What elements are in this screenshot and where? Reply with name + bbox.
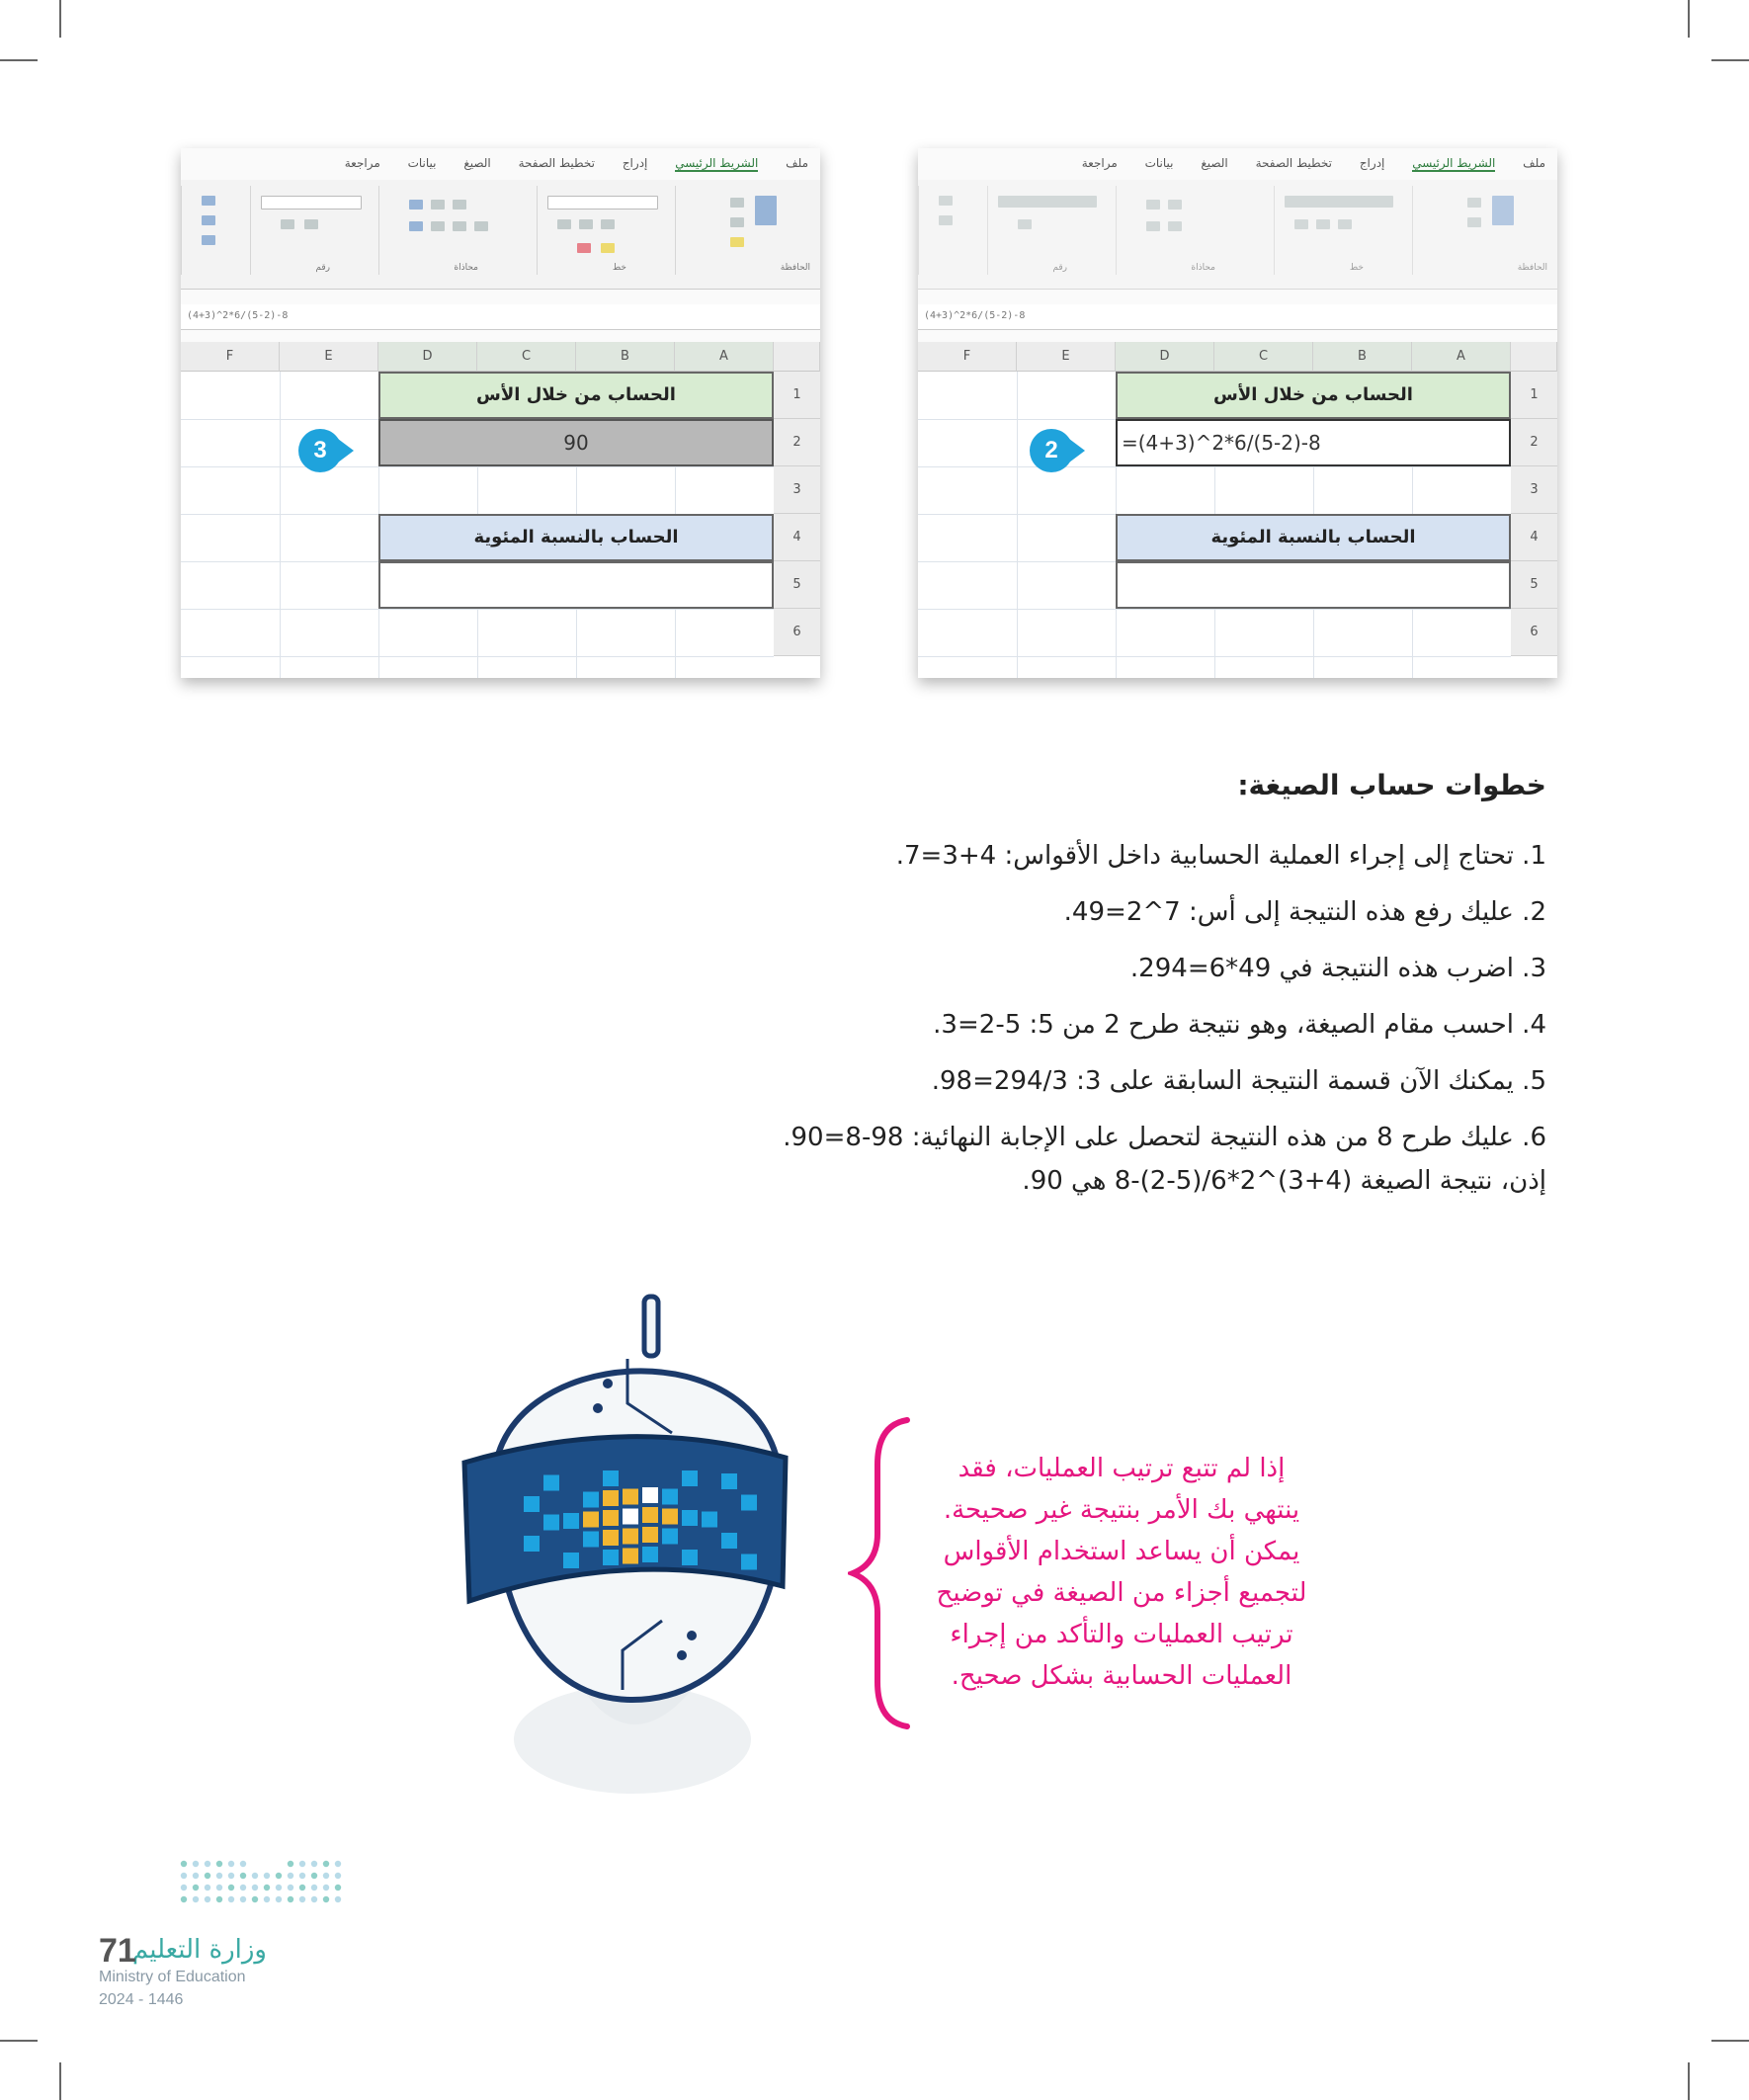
alignment-group — [1116, 186, 1275, 275]
logo-dot — [288, 1885, 293, 1890]
logo-dot — [193, 1873, 199, 1879]
robot-rivet — [677, 1650, 687, 1660]
format-painter-icon[interactable] — [730, 237, 744, 247]
group-label: خط — [1349, 263, 1364, 273]
logo-dot — [276, 1885, 282, 1890]
format-table-icon[interactable] — [202, 215, 215, 225]
formula-edit-cell[interactable]: =(4+3)^2*6/(5-2)-8 — [1116, 419, 1511, 466]
logo-dot — [323, 1885, 329, 1890]
result-cell[interactable]: 90 — [378, 419, 774, 466]
logo-dot — [228, 1896, 234, 1902]
clipboard-group — [675, 186, 814, 275]
row-header-1[interactable]: 1 — [1511, 372, 1557, 419]
styles-group — [181, 186, 251, 275]
align-bottom-icon[interactable] — [453, 200, 466, 210]
logo-dot — [311, 1896, 317, 1902]
robot-illustration — [435, 1285, 830, 1838]
crop-mark — [1711, 2040, 1749, 2042]
menu-formulas[interactable]: الصيغ — [1201, 156, 1228, 170]
grid-line — [1017, 372, 1018, 678]
logo-dot — [228, 1885, 234, 1890]
styles-group — [918, 186, 988, 275]
menu-insert[interactable]: إدراج — [622, 156, 648, 170]
formula-bar[interactable]: (4+3)^2*6/(5-2)-8 — [918, 304, 1557, 330]
menu-page-layout[interactable]: تخطيط الصفحة — [1255, 156, 1332, 170]
ribbon-menu — [918, 156, 1557, 178]
number-group — [987, 186, 1117, 275]
row-header-3[interactable]: 3 — [774, 466, 820, 514]
exponent-header-cell[interactable]: الحساب من خلال الأس — [1116, 372, 1511, 419]
logo-dot — [181, 1896, 187, 1902]
column-header-e[interactable]: E — [280, 342, 378, 372]
excel-screenshot-result — [181, 148, 820, 678]
logo-dot — [335, 1896, 341, 1902]
page-number: 71 — [99, 1932, 136, 1970]
row-header-4[interactable]: 4 — [1511, 514, 1557, 561]
column-header-a[interactable]: A — [1412, 342, 1511, 372]
logo-dot — [252, 1873, 258, 1879]
menu-data[interactable]: بيانات — [1144, 156, 1174, 170]
logo-dot — [216, 1885, 222, 1890]
align-top-icon[interactable] — [1146, 200, 1160, 210]
logo-dot — [228, 1873, 234, 1879]
logo-dot — [193, 1896, 199, 1902]
column-header-a[interactable]: A — [675, 342, 774, 372]
group-label: الحافظة — [1517, 263, 1547, 273]
bracket-line — [853, 1420, 907, 1726]
visor-pixel — [642, 1507, 658, 1523]
menu-review[interactable]: مراجعة — [1081, 156, 1118, 170]
bold-icon[interactable] — [1294, 219, 1308, 229]
row-header-6[interactable]: 6 — [774, 609, 820, 656]
menu-home[interactable]: الشريط الرئيسي — [675, 156, 759, 170]
cell-styles-icon[interactable] — [202, 235, 215, 245]
number-format-select[interactable] — [261, 196, 362, 210]
step-item-3: 3. اضرب هذه النتيجة في 49*6=294. — [1129, 954, 1546, 983]
clipboard-group — [1412, 186, 1551, 275]
merge-icon[interactable] — [1146, 221, 1160, 231]
visor-pixel — [563, 1513, 579, 1529]
underline-icon[interactable] — [1338, 219, 1352, 229]
align-top-icon[interactable] — [409, 200, 423, 210]
menu-data[interactable]: بيانات — [407, 156, 437, 170]
visor-pixel — [623, 1549, 638, 1564]
logo-dot — [240, 1896, 246, 1902]
logo-dot — [299, 1896, 305, 1902]
align-right-icon[interactable] — [474, 221, 488, 231]
sheet-grid — [918, 342, 1557, 678]
font-group — [537, 186, 676, 275]
step-marker-3: 3 — [298, 429, 342, 472]
align-center-icon[interactable] — [453, 221, 466, 231]
font-name-select[interactable] — [1285, 196, 1393, 208]
visor-pixel — [623, 1509, 638, 1525]
formula-bar[interactable]: (4+3)^2*6/(5-2)-8 — [181, 304, 820, 330]
logo-dot — [323, 1861, 329, 1867]
exponent-header-cell[interactable]: الحساب من خلال الأس — [378, 372, 774, 419]
step-item-5: 5. يمكنك الآن قسمة النتيجة السابقة على 3: 294/3=98. — [931, 1066, 1546, 1096]
group-label: محاذاة — [454, 263, 478, 273]
visor-pixel — [662, 1509, 678, 1525]
logo-dot — [193, 1885, 199, 1890]
column-header-d[interactable]: D — [378, 342, 477, 372]
logo-dot — [311, 1861, 317, 1867]
select-all-corner[interactable] — [774, 342, 820, 372]
visor-pixel — [603, 1550, 619, 1565]
visor-pixel — [583, 1512, 599, 1528]
visor-pixel — [642, 1487, 658, 1503]
crop-mark — [59, 2062, 61, 2100]
logo-dot — [252, 1885, 258, 1890]
column-header-c[interactable]: C — [477, 342, 576, 372]
crop-mark — [0, 2040, 38, 2042]
menu-insert[interactable]: إدراج — [1359, 156, 1385, 170]
group-label: رقم — [315, 263, 330, 273]
menu-file[interactable]: ملف — [786, 156, 808, 170]
logo-dot — [323, 1896, 329, 1902]
logo-dot — [181, 1873, 187, 1879]
crop-mark — [59, 0, 61, 38]
steps-list — [783, 828, 1546, 1166]
visor-pixel — [741, 1495, 757, 1511]
logo-dot — [299, 1873, 305, 1879]
italic-icon[interactable] — [579, 219, 593, 229]
logo-dot — [311, 1873, 317, 1879]
visor-pixel — [603, 1510, 619, 1526]
visor-pixel — [603, 1530, 619, 1546]
align-left-icon[interactable] — [431, 221, 445, 231]
alignment-group — [378, 186, 538, 275]
column-header-d[interactable]: D — [1116, 342, 1214, 372]
percentage-input-cell[interactable] — [378, 561, 774, 609]
conclusion-text: إذن، نتيجة الصيغة (4+3)^2*6/(5-2)-8 هي 90. — [1022, 1166, 1546, 1196]
robot-antenna — [644, 1297, 658, 1356]
menu-page-layout[interactable]: تخطيط الصفحة — [518, 156, 595, 170]
format-table-icon[interactable] — [939, 215, 953, 225]
font-name-select[interactable] — [547, 196, 658, 210]
visor-pixel — [682, 1510, 698, 1526]
logo-dot — [264, 1896, 270, 1902]
row-header-2[interactable]: 2 — [1511, 419, 1557, 466]
group-label: رقم — [1052, 263, 1067, 273]
ministry-name-arabic: وزارة التعليم — [131, 1935, 267, 1965]
logo-dot — [216, 1861, 222, 1867]
menu-review[interactable]: مراجعة — [344, 156, 380, 170]
logo-dot — [216, 1873, 222, 1879]
robot-rivet — [593, 1403, 603, 1413]
underline-icon[interactable] — [601, 219, 615, 229]
menu-formulas[interactable]: الصيغ — [463, 156, 491, 170]
visor-pixel — [642, 1547, 658, 1562]
visor-pixel — [583, 1492, 599, 1508]
step-item-4: 4. احسب مقام الصيغة، وهو نتيجة طرح 2 من 5: 5-2=3. — [933, 1010, 1546, 1040]
visor-pixel — [543, 1515, 559, 1531]
ribbon — [181, 180, 820, 290]
group-label: خط — [612, 263, 626, 273]
visor-pixel — [642, 1527, 658, 1543]
step-item-6: 6. عليك طرح 8 من هذه النتيجة لتحصل على الإجابة النهائية: 98-8=90. — [783, 1123, 1546, 1152]
bold-icon[interactable] — [557, 219, 571, 229]
steps-heading: خطوات حساب الصيغة: — [1237, 769, 1546, 801]
group-label: محاذاة — [1191, 263, 1215, 273]
visor-pixel — [702, 1512, 717, 1528]
logo-dot — [240, 1861, 246, 1867]
visor-pixel — [603, 1470, 619, 1486]
align-middle-icon[interactable] — [431, 200, 445, 210]
logo-dot — [205, 1885, 210, 1890]
logo-dot — [288, 1873, 293, 1879]
visor-pixel — [524, 1536, 540, 1552]
column-header-e[interactable]: E — [1017, 342, 1116, 372]
callout-line-4: لتجميع أجزاء من الصيغة في توضيح — [936, 1578, 1307, 1608]
logo-dot — [205, 1896, 210, 1902]
ribbon — [918, 180, 1557, 290]
visor-pixel — [623, 1529, 638, 1545]
row-header-2[interactable]: 2 — [774, 419, 820, 466]
percentage-header-cell[interactable]: الحساب بالنسبة المئوية — [1116, 514, 1511, 561]
paste-icon[interactable] — [1492, 196, 1514, 225]
visor-pixel — [682, 1550, 698, 1565]
align-left-icon[interactable] — [1168, 221, 1182, 231]
number-group — [250, 186, 379, 275]
logo-dot — [288, 1896, 293, 1902]
percentage-header-cell[interactable]: الحساب بالنسبة المئوية — [378, 514, 774, 561]
ribbon-menu — [181, 156, 820, 178]
logo-dot — [205, 1873, 210, 1879]
logo-dot — [181, 1861, 187, 1867]
robot-rivet — [687, 1631, 697, 1640]
logo-dot — [335, 1873, 341, 1879]
visor-pixel — [623, 1489, 638, 1505]
visor-pixel — [662, 1529, 678, 1545]
logo-dot — [299, 1861, 305, 1867]
logo-dot — [264, 1873, 270, 1879]
visor-pixel — [682, 1470, 698, 1486]
logo-dot — [193, 1861, 199, 1867]
logo-dot — [276, 1896, 282, 1902]
visor-pixel — [603, 1490, 619, 1506]
column-header-f[interactable]: F — [918, 342, 1017, 372]
callout-text — [904, 1448, 1339, 1697]
logo-dot — [240, 1873, 246, 1879]
align-middle-icon[interactable] — [1168, 200, 1182, 210]
grid-line — [280, 372, 281, 678]
cut-icon[interactable] — [1467, 198, 1481, 208]
column-header-b[interactable]: B — [1313, 342, 1412, 372]
step-marker-2: 2 — [1030, 429, 1073, 472]
row-header-4[interactable]: 4 — [774, 514, 820, 561]
logo-dot — [240, 1885, 246, 1890]
copy-icon[interactable] — [1467, 217, 1481, 227]
logo-dot — [228, 1861, 234, 1867]
callout-line-6: العمليات الحسابية بشكل صحيح. — [951, 1661, 1292, 1691]
fill-color-icon[interactable] — [601, 243, 615, 253]
logo-dot — [264, 1885, 270, 1890]
number-format-select[interactable] — [998, 196, 1097, 208]
robot-rivet — [603, 1379, 613, 1388]
ministry-name-english: Ministry of Education — [99, 1969, 246, 1985]
menu-file[interactable]: ملف — [1523, 156, 1545, 170]
callout-line-5: ترتيب العمليات والتأكد من إجراء — [950, 1620, 1293, 1649]
logo-dot — [216, 1896, 222, 1902]
row-header-6[interactable]: 6 — [1511, 609, 1557, 656]
menu-home[interactable]: الشريط الرئيسي — [1412, 156, 1496, 170]
logo-dot — [205, 1861, 210, 1867]
merge-icon[interactable] — [409, 221, 423, 231]
step-item-1: 1. تحتاج إلى إجراء العملية الحسابية داخل الأقواس: 4+3=7. — [895, 841, 1546, 871]
conditional-format-icon[interactable] — [202, 196, 215, 206]
logo-dot — [335, 1861, 341, 1867]
select-all-corner[interactable] — [1511, 342, 1557, 372]
column-header-b[interactable]: B — [576, 342, 675, 372]
paste-icon[interactable] — [755, 196, 777, 225]
row-header-3[interactable]: 3 — [1511, 466, 1557, 514]
row-header-5[interactable]: 5 — [774, 561, 820, 609]
visor-pixel — [662, 1489, 678, 1505]
percent-icon[interactable] — [1018, 219, 1032, 229]
callout-line-2: ينتهي بك الأمر بنتيجة غير صحيحة. — [943, 1495, 1300, 1525]
visor-pixel — [721, 1533, 737, 1549]
crop-mark — [0, 59, 38, 61]
crop-mark — [1688, 2062, 1690, 2100]
cut-icon[interactable] — [730, 198, 744, 208]
logo-dot — [335, 1885, 341, 1890]
visor-pixel — [741, 1554, 757, 1570]
step-item-2: 2. عليك رفع هذه النتيجة إلى أس: 7^2=49. — [1063, 897, 1546, 927]
callout-line-3: يمكن أن يساعد استخدام الأقواس — [943, 1537, 1300, 1566]
row-header-5[interactable]: 5 — [1511, 561, 1557, 609]
logo-dot — [276, 1873, 282, 1879]
percentage-input-cell[interactable] — [1116, 561, 1511, 609]
conditional-format-icon[interactable] — [939, 196, 953, 206]
font-group — [1274, 186, 1413, 275]
comma-icon[interactable] — [304, 219, 318, 229]
logo-dot — [323, 1873, 329, 1879]
logo-dot — [252, 1896, 258, 1902]
logo-dot — [299, 1885, 305, 1890]
visor-pixel — [524, 1496, 540, 1512]
group-label: الحافظة — [780, 263, 810, 273]
visor-pixel — [543, 1475, 559, 1491]
logo-dot — [288, 1861, 293, 1867]
logo-dot — [311, 1885, 317, 1890]
percent-icon[interactable] — [281, 219, 294, 229]
visor-pixel — [721, 1473, 737, 1489]
callout-line-1: إذا لم تتبع ترتيب العمليات، فقد — [958, 1454, 1286, 1483]
copy-icon[interactable] — [730, 217, 744, 227]
visor-pixel — [563, 1553, 579, 1568]
font-color-icon[interactable] — [577, 243, 591, 253]
visor-pixel — [583, 1532, 599, 1548]
crop-mark — [1711, 59, 1749, 61]
crop-mark — [1688, 0, 1690, 38]
column-header-c[interactable]: C — [1214, 342, 1313, 372]
excel-screenshot-formula — [918, 148, 1557, 678]
column-header-f[interactable]: F — [181, 342, 280, 372]
sheet-grid — [181, 342, 820, 678]
italic-icon[interactable] — [1316, 219, 1330, 229]
row-header-1[interactable]: 1 — [774, 372, 820, 419]
logo-dot — [181, 1885, 187, 1890]
year-label: 2024 - 1446 — [99, 1991, 184, 2008]
ministry-logo-dots — [178, 1858, 346, 1907]
